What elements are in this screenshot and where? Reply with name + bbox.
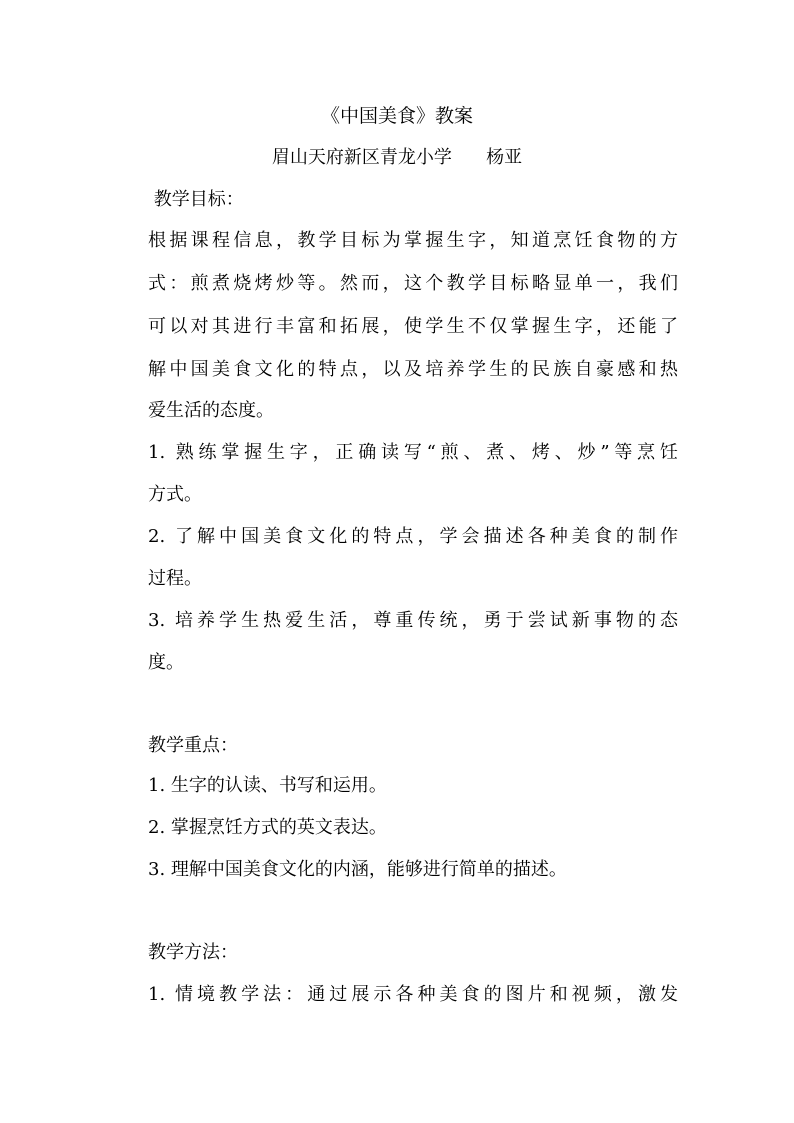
document-title: 《中国美食》教案 — [320, 105, 473, 127]
objective-item-2-line-1: 2. 了解中国美食文化的特点，学会描述各种美食的制作 — [148, 526, 678, 547]
document-subtitle: 眉山天府新区青龙小学 杨亚 — [271, 147, 523, 168]
key-point-item-2: 2. 掌握烹饪方式的英文表达。 — [148, 817, 387, 838]
methods-heading: 教学方法： — [148, 942, 238, 963]
key-point-item-1: 1. 生字的认读、书写和运用。 — [148, 775, 387, 796]
objectives-intro-line-1: 根据课程信息，教学目标为掌握生字，知道烹饪食物的方 — [148, 230, 678, 251]
objectives-intro-line-5: 爱生活的态度。 — [148, 400, 274, 421]
objectives-heading: 教学目标： — [148, 189, 244, 210]
objective-item-2-line-2: 过程。 — [148, 568, 202, 589]
objectives-intro-line-4: 解中国美食文化的特点，以及培养学生的民族自豪感和热 — [148, 359, 678, 380]
objective-item-1-line-2: 方式。 — [148, 484, 202, 505]
objective-item-3-line-2: 度。 — [148, 652, 184, 673]
method-item-1: 1. 情境教学法：通过展示各种美食的图片和视频，激发 — [148, 984, 678, 1005]
key-point-item-3: 3. 理解中国美食文化的内涵，能够进行简单的描述。 — [148, 859, 567, 880]
objective-item-3-line-1: 3. 培养学生热爱生活，尊重传统，勇于尝试新事物的态 — [148, 610, 678, 631]
objectives-intro-line-3: 可以对其进行丰富和拓展，使学生不仅掌握生字，还能了 — [148, 316, 678, 337]
objectives-intro-line-2: 式：煎煮烧烤炒等。然而，这个教学目标略显单一，我们 — [148, 273, 678, 294]
objective-item-1-line-1: 1. 熟练掌握生字，正确读写“煎、煮、烤、炒”等烹饪 — [148, 442, 678, 463]
key-points-heading: 教学重点： — [148, 735, 238, 756]
